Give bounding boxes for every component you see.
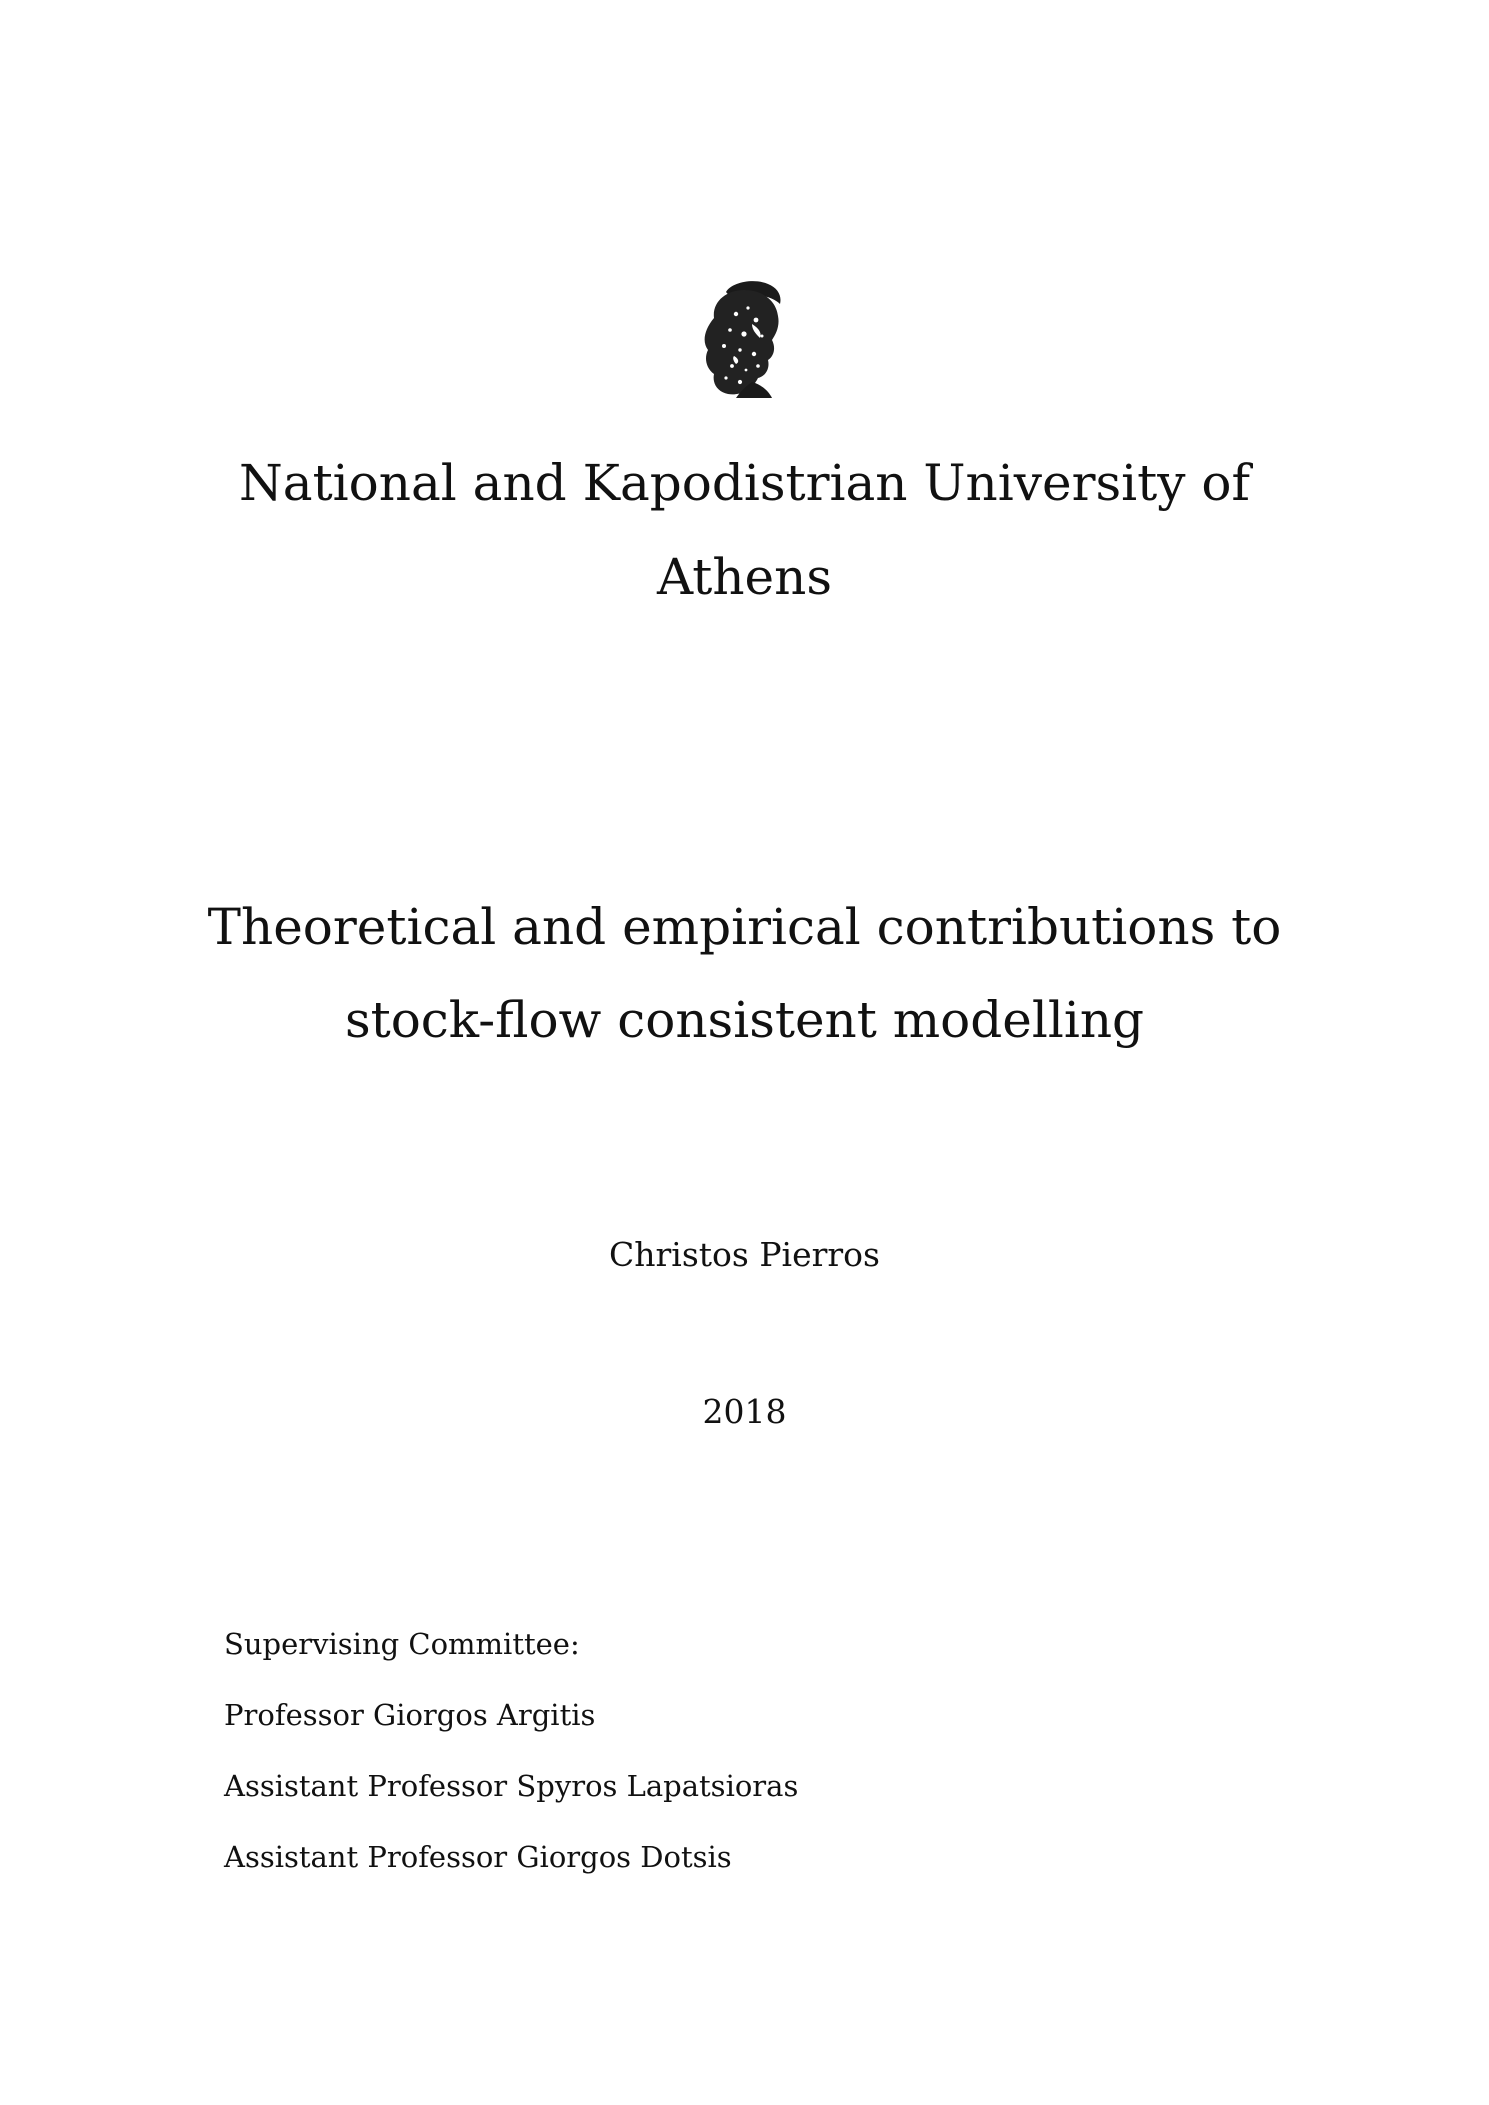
university-emblem-icon xyxy=(696,278,794,400)
university-name-line-2: Athens xyxy=(657,548,832,606)
university-name-line-1: National and Kapodistrian University of xyxy=(239,454,1250,512)
committee-member: Professor Giorgos Argitis xyxy=(224,1698,596,1732)
thesis-title-line-2: stock-flow consistent modelling xyxy=(344,991,1145,1049)
author-name: Christos Pierros xyxy=(609,1235,880,1274)
thesis-title-line-1: Theoretical and empirical contributions to xyxy=(207,898,1282,956)
year: 2018 xyxy=(702,1392,787,1431)
committee-member: Assistant Professor Giorgos Dotsis xyxy=(224,1840,732,1874)
committee-member: Assistant Professor Spyros Lapatsioras xyxy=(224,1769,799,1803)
committee-heading: Supervising Committee: xyxy=(224,1627,580,1661)
supervising-committee xyxy=(224,1627,799,1914)
